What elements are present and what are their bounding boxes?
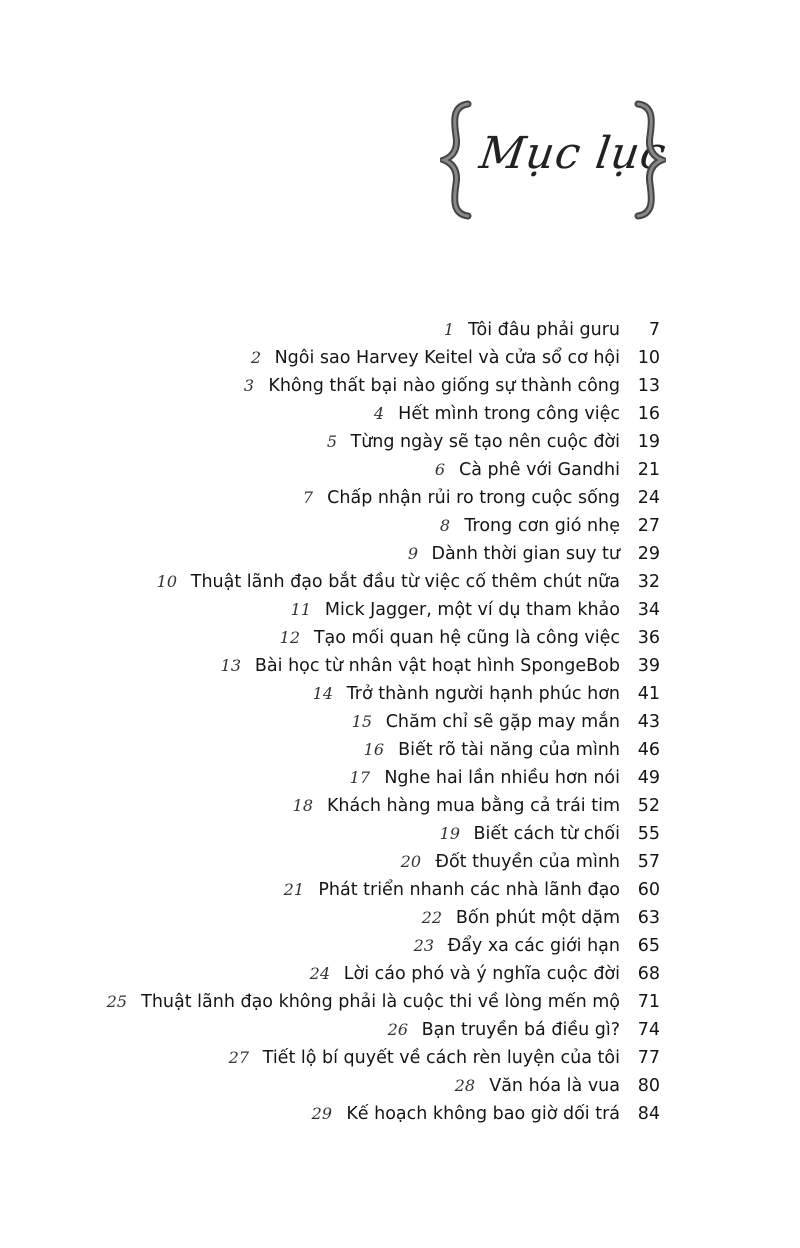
toc-entry[interactable] [0,1016,800,1044]
toc-entry[interactable] [0,988,800,1016]
page-number: 46 [637,740,660,760]
toc-entry[interactable] [0,316,800,344]
chapter-title: Khách hàng mua bằng cả trái tim [326,796,620,816]
page-number: 29 [637,544,660,564]
chapter-title: Biết rõ tài năng của mình [398,740,620,760]
chapter-title: Bài học từ nhân vật hoạt hình SpongeBob [254,656,620,676]
chapter-number: 7 [302,488,313,507]
page-number: 39 [637,656,660,676]
toc-entry[interactable] [0,484,800,512]
toc-entry[interactable] [0,624,800,652]
page-number: 21 [637,460,660,480]
page-number: 68 [637,964,660,984]
chapter-title: Bạn truyền bá điều gì? [421,1020,620,1040]
page-number: 84 [637,1104,660,1124]
chapter-number: 14 [312,684,333,703]
chapter-number: 2 [250,348,261,367]
chapter-title: Không thất bại nào giống sự thành công [268,376,620,396]
page-number: 65 [637,936,660,956]
chapter-number: 26 [387,1020,408,1039]
toc-entry[interactable] [0,1100,800,1128]
chapter-number: 16 [363,740,384,759]
page-number: 52 [637,796,660,816]
page-number: 55 [637,824,660,844]
page-number: 80 [637,1076,660,1096]
toc-entry[interactable] [0,372,800,400]
page-number: 27 [637,516,660,536]
chapter-title: Từng ngày sẽ tạo nên cuộc đời [350,432,620,452]
toc-entry[interactable] [0,344,800,372]
toc-entry[interactable] [0,428,800,456]
page-number: 24 [637,488,660,508]
toc-entry[interactable] [0,680,800,708]
page-number: 32 [637,572,660,592]
page-number: 49 [637,768,660,788]
toc-entry[interactable] [0,652,800,680]
chapter-title: Trong cơn gió nhẹ [464,516,620,536]
toc-heading [440,100,680,220]
chapter-number: 24 [309,964,330,983]
page-number: 36 [637,628,660,648]
page-number: 19 [637,432,660,452]
toc-entry[interactable] [0,596,800,624]
chapter-number: 11 [290,600,311,619]
chapter-title: Trở thành người hạnh phúc hơn [346,684,620,704]
page-number: 77 [637,1048,660,1068]
chapter-title: Bốn phút một dặm [455,908,620,928]
toc-entry[interactable] [0,400,800,428]
toc-entry[interactable] [0,568,800,596]
page-number: 71 [637,992,660,1012]
chapter-title: Kế hoạch không bao giờ dối trá [346,1104,620,1124]
toc-entry[interactable] [0,1044,800,1072]
chapter-title: Ngôi sao Harvey Keitel và cửa sổ cơ hội [274,348,620,368]
left-brace-ornament [440,100,476,220]
chapter-number: 23 [413,936,434,955]
toc-entry[interactable] [0,820,800,848]
page-number: 34 [637,600,660,620]
chapter-title: Thuật lãnh đạo không phải là cuộc thi về lòng mến mộ [141,992,620,1012]
chapter-number: 9 [407,544,418,563]
chapter-title: Dành thời gian suy tư [431,544,620,564]
chapter-number: 28 [454,1076,475,1095]
chapter-number: 20 [400,852,421,871]
chapter-title: Thuật lãnh đạo bắt đầu từ việc cố thêm chút nữa [190,572,620,592]
toc-entry[interactable] [0,960,800,988]
chapter-number: 3 [243,376,254,395]
chapter-number: 13 [220,656,241,675]
page-number: 13 [637,376,660,396]
page-number: 43 [637,712,660,732]
toc-entry[interactable] [0,736,800,764]
toc-entry[interactable] [0,1072,800,1100]
chapter-title: Biết cách từ chối [473,824,620,844]
chapter-title: Đẩy xa các giới hạn [447,936,620,956]
toc-entry[interactable] [0,932,800,960]
page-number: 60 [637,880,660,900]
page-number: 63 [637,908,660,928]
page-number: 41 [637,684,660,704]
chapter-number: 1 [443,320,454,339]
toc-entry[interactable] [0,904,800,932]
chapter-title: Hết mình trong công việc [398,404,620,424]
toc-entry[interactable] [0,848,800,876]
toc-entry[interactable] [0,708,800,736]
chapter-title: Tiết lộ bí quyết về cách rèn luyện của tôi [262,1048,620,1068]
chapter-title: Cà phê với Gandhi [459,460,620,480]
chapter-number: 12 [279,628,300,647]
toc-entry[interactable] [0,792,800,820]
chapter-title: Lời cáo phó và ý nghĩa cuộc đời [343,964,620,984]
chapter-title: Mick Jagger, một ví dụ tham khảo [324,600,620,620]
chapter-number: 10 [156,572,177,591]
chapter-number: 4 [373,404,384,423]
chapter-title: Nghe hai lần nhiều hơn nói [384,768,620,788]
page-number: 10 [637,348,660,368]
toc-entry[interactable] [0,764,800,792]
table-of-contents [0,316,800,1128]
chapter-title: Chấp nhận rủi ro trong cuộc sống [327,488,620,508]
page-number: 7 [648,320,660,340]
chapter-title: Văn hóa là vua [489,1076,620,1096]
right-brace-ornament [630,100,666,220]
chapter-number: 6 [434,460,445,479]
page-title: Mục lục [476,128,670,179]
chapter-number: 22 [421,908,442,927]
chapter-number: 29 [311,1104,332,1123]
page-number: 57 [637,852,660,872]
chapter-number: 8 [439,516,450,535]
chapter-number: 15 [351,712,372,731]
toc-entry[interactable] [0,876,800,904]
chapter-title: Tạo mối quan hệ cũng là công việc [313,628,620,648]
chapter-number: 5 [326,432,337,451]
toc-entry[interactable] [0,540,800,568]
chapter-number: 19 [439,824,460,843]
chapter-title: Đốt thuyền của mình [435,852,620,872]
page-number: 16 [637,404,660,424]
chapter-number: 18 [292,796,313,815]
toc-entry[interactable] [0,512,800,540]
toc-entry[interactable] [0,456,800,484]
chapter-number: 27 [228,1048,249,1067]
chapter-number: 17 [349,768,370,787]
chapter-title: Phát triển nhanh các nhà lãnh đạo [318,880,620,900]
chapter-number: 25 [106,992,127,1011]
page-number: 74 [637,1020,660,1040]
chapter-title: Tôi đâu phải guru [468,320,620,340]
chapter-title: Chăm chỉ sẽ gặp may mắn [385,712,620,732]
chapter-number: 21 [283,880,304,899]
